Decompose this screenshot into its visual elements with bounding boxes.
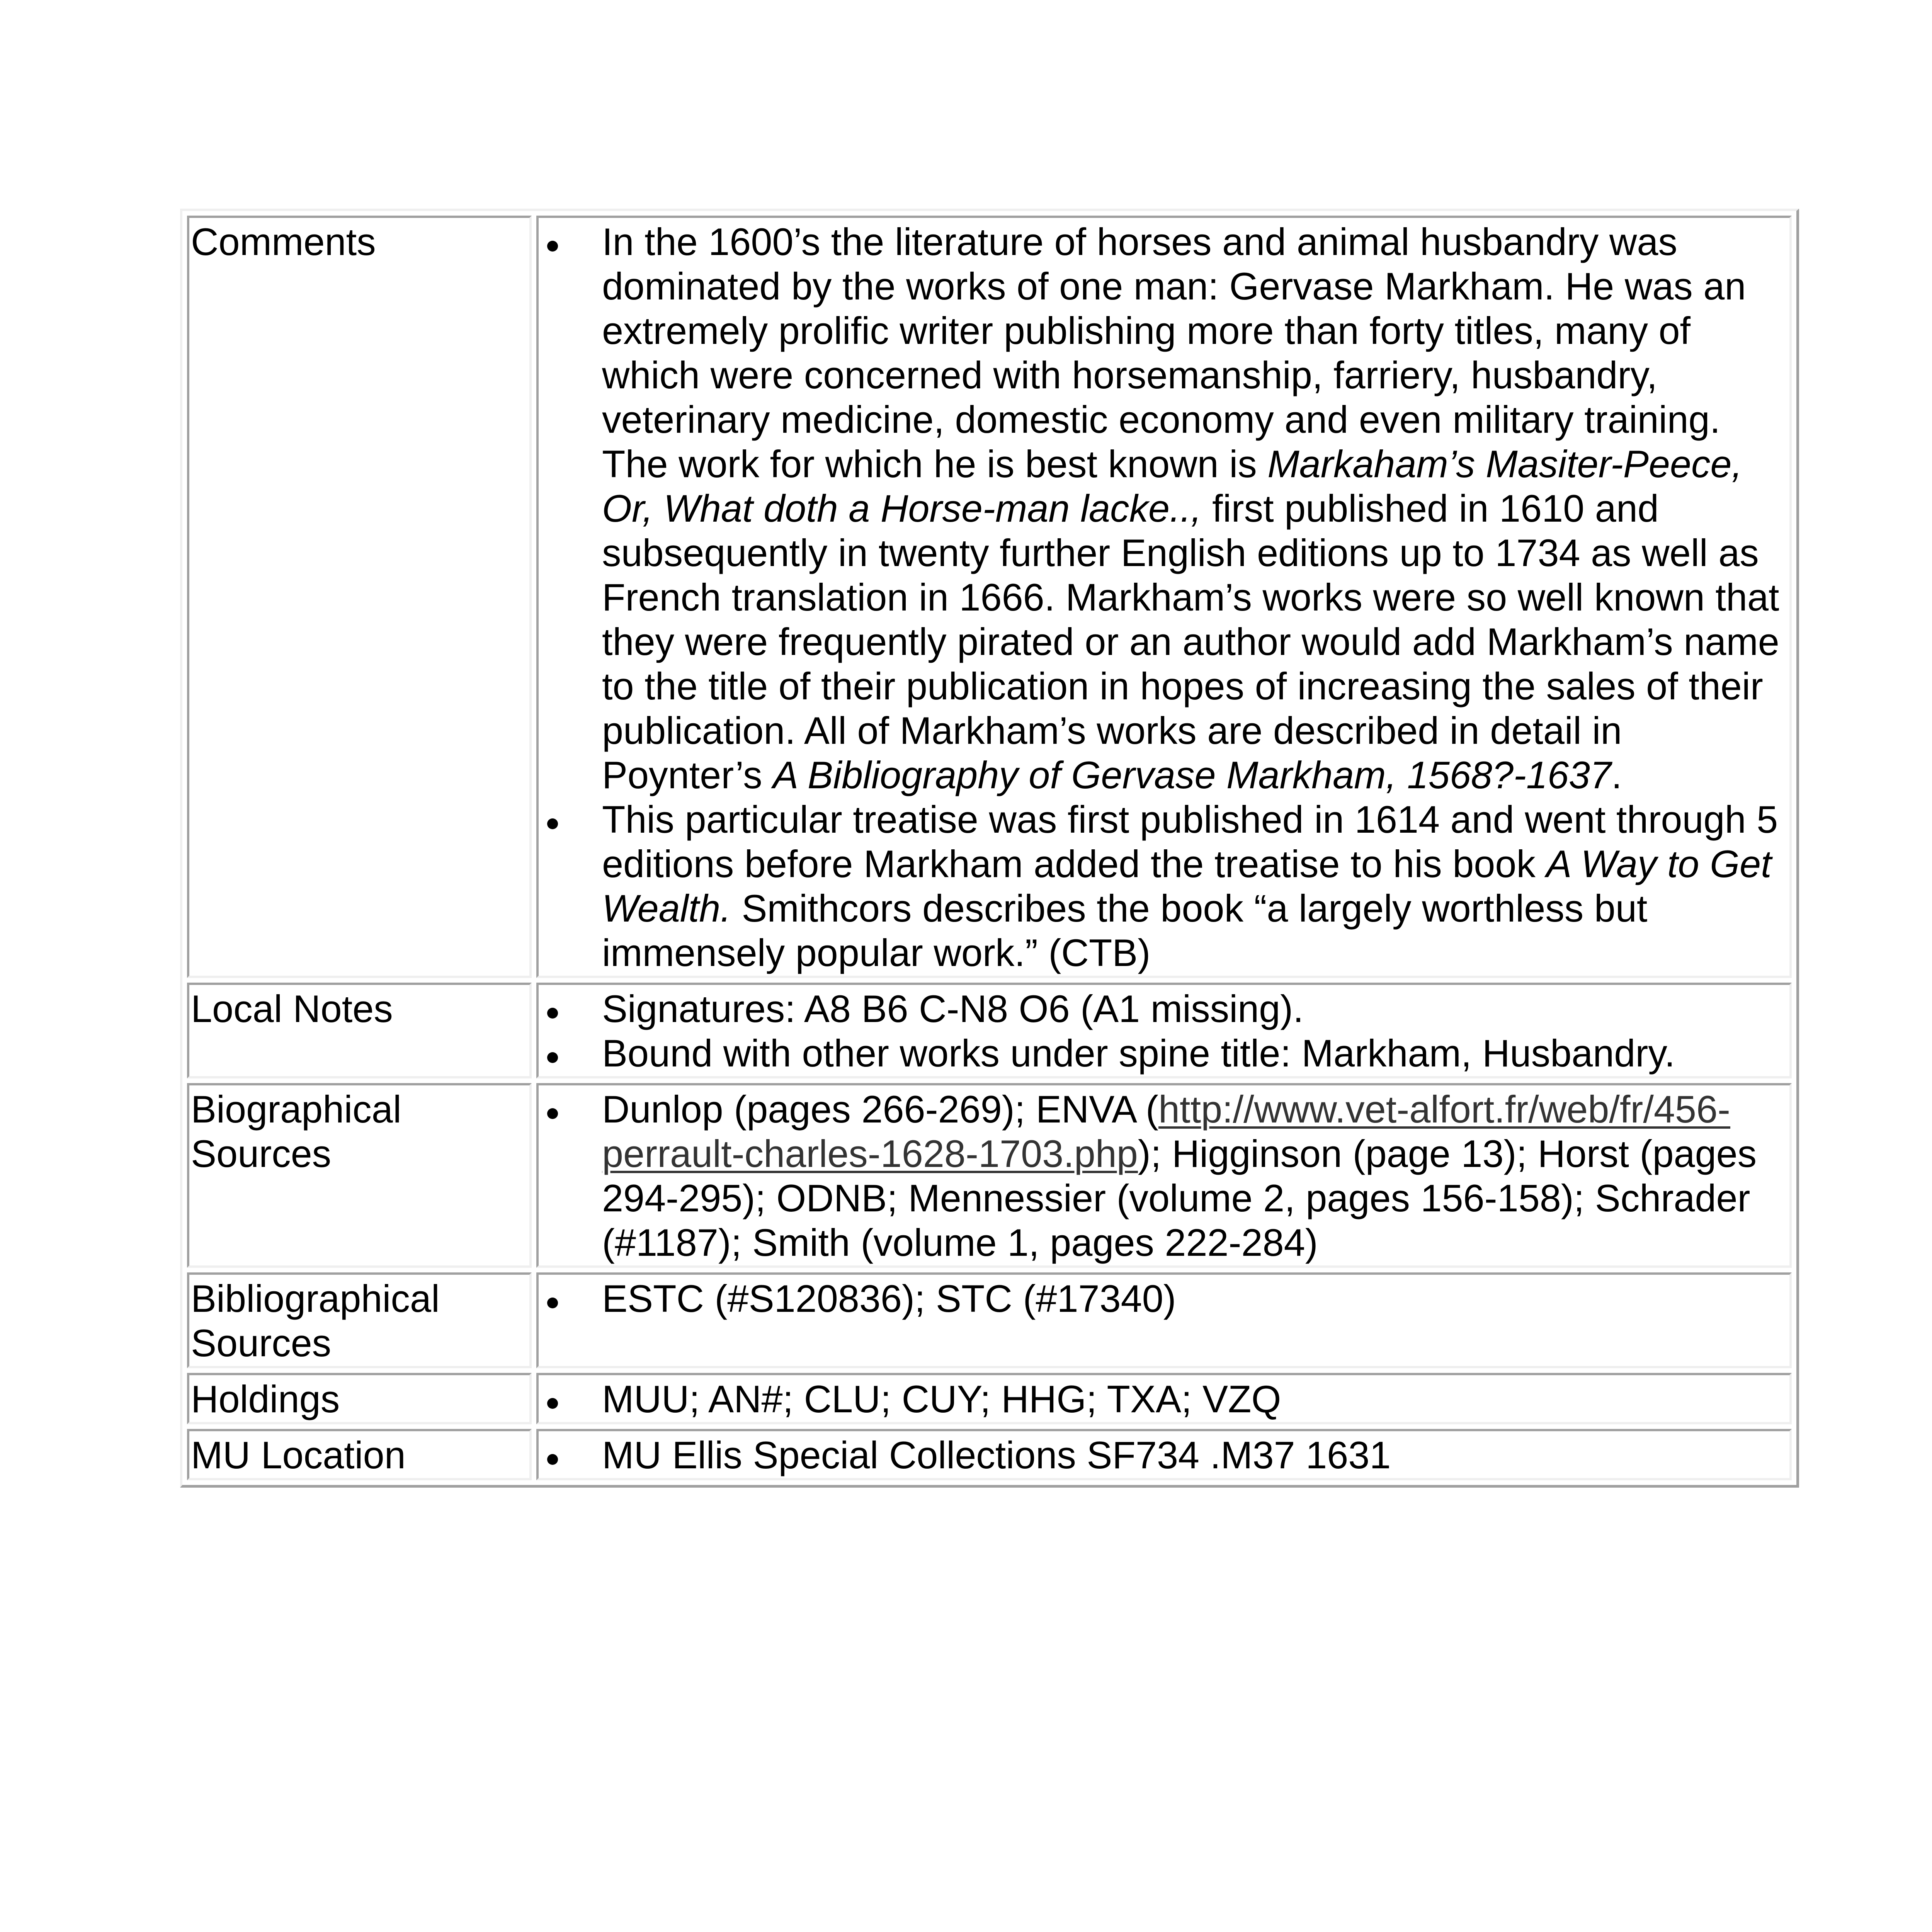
text-line (602, 1087, 1788, 1131)
field-label: Comments (191, 220, 376, 263)
source-link[interactable]: http://www.vet-alfort.fr/web/fr/456- (1158, 1088, 1731, 1131)
text-segment: (#1187); Smith (volume 1, pages 222-284) (602, 1221, 1318, 1264)
text-segment: Signatures: A8 B6 C-N8 O6 (A1 missing). (602, 987, 1304, 1030)
text-segment: Dunlop (pages 266-269); ENVA ( (602, 1088, 1158, 1131)
field-value-cell (536, 1272, 1792, 1368)
list-item (540, 1087, 1788, 1265)
list-item (540, 219, 1788, 797)
list-item (540, 797, 1788, 975)
text-line (602, 1220, 1788, 1265)
text-segment: Bound with other works under spine title: Markham, Husbandry. (602, 1032, 1675, 1075)
field-label: Biographical (191, 1088, 401, 1131)
text-segment: to the title of their publication in hopes of increasing the sales of their (602, 665, 1763, 707)
value-list (540, 1377, 1788, 1421)
field-value-cell (536, 1083, 1792, 1268)
text-line (602, 842, 1788, 886)
field-value-cell (536, 216, 1792, 978)
field-label: Local Notes (191, 987, 393, 1030)
text-segment: 294-295); ODNB; Mennessier (volume 2, pages 156-158); Schrader (602, 1177, 1750, 1219)
field-label: MU Location (191, 1434, 406, 1476)
text-line (602, 1176, 1788, 1220)
text-segment: Poynter’s (602, 753, 773, 796)
field-label-cell (187, 1373, 532, 1424)
text-segment: The work for which he is best known is (602, 442, 1268, 485)
italic-title: Wealth. (602, 887, 731, 930)
text-line (602, 664, 1788, 708)
record-table (180, 209, 1799, 1488)
field-label: Sources (191, 1132, 332, 1175)
text-segment: This particular treatise was first published in 1614 and went through 5 (602, 798, 1778, 841)
text-segment: veterinary medicine, domestic economy and even military training. (602, 398, 1721, 441)
field-value-cell (536, 1373, 1792, 1424)
text-line (602, 986, 1788, 1031)
list-item (540, 1031, 1788, 1075)
list-item (540, 986, 1788, 1031)
row-local-notes (187, 983, 1792, 1078)
text-line (602, 1433, 1788, 1477)
text-line (602, 1031, 1788, 1075)
text-line (602, 708, 1788, 753)
field-label-cell (187, 1272, 532, 1368)
source-link[interactable]: perrault-charles-1628-1703.php (602, 1132, 1138, 1175)
text-line (602, 264, 1788, 308)
text-line (602, 1276, 1788, 1321)
row-holdings (187, 1373, 1792, 1424)
text-segment: Smithcors describes the book “a largely worthless but (731, 887, 1648, 930)
text-line (602, 1377, 1788, 1421)
field-value-cell (536, 1429, 1792, 1480)
field-label: Holdings (191, 1378, 340, 1420)
row-bibliographical-sources (187, 1272, 1792, 1368)
text-line (602, 930, 1788, 975)
value-list (540, 1087, 1788, 1265)
list-item (540, 1433, 1788, 1477)
text-line (602, 797, 1788, 842)
text-line (602, 619, 1788, 664)
text-segment: dominated by the works of one man: Gervase Markham. He was an (602, 265, 1746, 308)
text-segment: MU Ellis Special Collections SF734 .M37 1631 (602, 1434, 1391, 1476)
text-segment: subsequently in twenty further English editions up to 1734 as well as (602, 531, 1759, 574)
field-label: Bibliographical (191, 1277, 440, 1320)
text-segment: they were frequently pirated or an author would add Markham’s name (602, 620, 1779, 663)
row-biographical-sources (187, 1083, 1792, 1268)
text-line (602, 886, 1788, 930)
text-segment: French translation in 1666. Markham’s works were so well known that (602, 576, 1779, 619)
value-list (540, 1433, 1788, 1477)
text-segment: ); Higginson (page 13); Horst (pages (1138, 1132, 1757, 1175)
field-label: Sources (191, 1321, 332, 1364)
text-line (602, 486, 1788, 531)
italic-title: A Way to Get (1546, 842, 1772, 885)
field-label-cell (187, 983, 532, 1078)
value-list (540, 986, 1788, 1075)
italic-title: Or, What doth a Horse-man lacke.., (602, 487, 1202, 530)
text-segment: immensely popular work.” (CTB) (602, 931, 1151, 974)
text-segment: publication. All of Markham’s works are described in detail in (602, 709, 1622, 752)
row-mu-location (187, 1429, 1792, 1480)
field-label-cell (187, 1429, 532, 1480)
text-line (602, 397, 1788, 442)
text-segment: In the 1600’s the literature of horses and animal husbandry was (602, 220, 1677, 263)
row-comments (187, 216, 1792, 978)
field-label-cell (187, 216, 532, 978)
text-segment: extremely prolific writer publishing more than forty titles, many of (602, 309, 1691, 352)
value-list (540, 219, 1788, 975)
field-value-cell (536, 983, 1792, 1078)
text-segment: ESTC (#S120836); STC (#17340) (602, 1277, 1176, 1320)
text-line (602, 575, 1788, 619)
text-segment: . (1611, 753, 1622, 796)
italic-title: A Bibliography of Gervase Markham, 1568?-1637 (773, 753, 1612, 796)
italic-title: Markaham’s Masiter-Peece, (1267, 442, 1743, 485)
text-line (602, 442, 1788, 486)
text-line (602, 353, 1788, 397)
text-line (602, 531, 1788, 575)
field-label-cell (187, 1083, 532, 1268)
text-line (602, 308, 1788, 353)
text-line (602, 219, 1788, 264)
table-body (187, 216, 1792, 1480)
text-segment: which were concerned with horsemanship, farriery, husbandry, (602, 354, 1658, 396)
text-segment: first published in 1610 and (1201, 487, 1659, 530)
text-segment: editions before Markham added the treatise to his book (602, 842, 1546, 885)
text-line (602, 1131, 1788, 1176)
list-item (540, 1276, 1788, 1321)
text-segment: MUU; AN#; CLU; CUY; HHG; TXA; VZQ (602, 1378, 1281, 1420)
list-item (540, 1377, 1788, 1421)
text-line (602, 753, 1788, 797)
value-list (540, 1276, 1788, 1321)
